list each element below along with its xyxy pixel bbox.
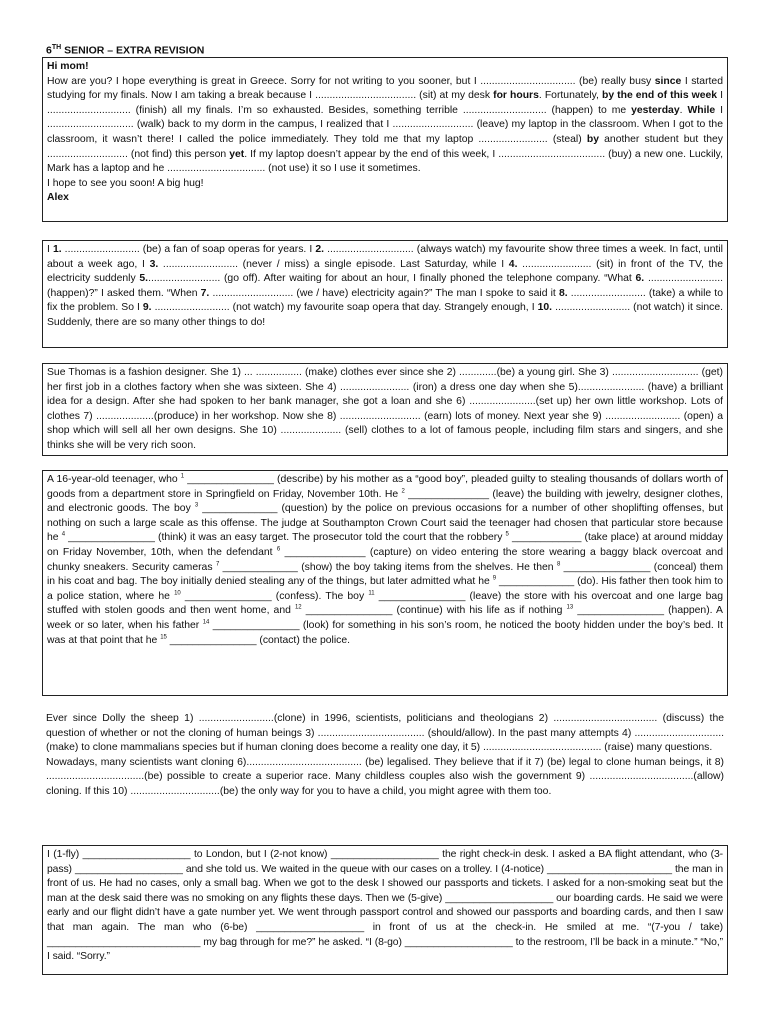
teen-text: A 16-year-old teenager, who $^1$ _______________ (describe) by his mother as a “good boy”, pleaded guilty to stealing thousands of dollars worth of goods from a department store in Springfield on Friday, November 10th. He $^2$ ______________ (leave) the building with jewelry, designer clothes, and electronic goods. The boy $^3$ _____________ (question) by the police on previous occasions for a number of other shoplifting offenses, but nothing on such a large scale as this offense. The judge at Southampton Crown Court said the teenager had chosen that particular store because he $^4$ _______________ (think) it was an easy target. The prosecutor told the court that the robbery $^5$ ____________ (take place) at around midday on Friday November, 10th, when the defendant $^6$ ______________ (capture) on video entering the store wearing a baggy black overcoat and chunky sneakers. Security cameras $^7$ _____________ (show) the boy taking items from the shelves. He then $^8$ _______________ (conceal) them in his coat and bag. The boy initially denied stealing any of the things, but later admitted what he $^9$ _____________ (do). His father then took him to a police station, where he $^{10}$ _______________ (confess). The boy $^{11}$ _______________ (leave) the store with his overcoat and one large bag stuffed with stolen goods and then went home, and $^{12}$ _______________ (continue) with his life as if nothing $^{13}$ _______________ (happen). A week or so later, when his father $^{14}$ _______________ (look) for something in his son’s room, he noticed the booty hidden under the boy’s bed. It was at that point that he $^{15}$ _______________ (contact) the police. — [47, 473, 724, 646]
letter-exercise — [42, 57, 728, 222]
teenager-exercise — [42, 470, 728, 696]
fashion-designer-exercise — [42, 363, 728, 456]
flight-exercise — [42, 845, 728, 975]
fashion-text: Sue Thomas is a fashion designer. She 1) ... ................ (make) clothes ever since she 2) .............(be) a young girl. She 3) .............................. (get) her first job in a clothes factory when she was sixteen. She 4) ........................ (iron) a dress one day when she 5)....................... (have) a brilliant idea for a design. After she had spoken to her bank manager, she got a loan and she 6) .......................(set up) her own little workshop. Lots of clothes 7) ....................(produce) in her workshop. Now she 8) ............................ (earn) lots of money. Next year she 9) .......................... (open) a shop which will sell all her own designs. She 10) ..................... (sell) clothes to a lot of famous people, including film stars and singers, and she thinks she will be very rich soon. — [47, 367, 723, 451]
soap-text: I 1. .......................... (be) a fan of soap operas for years. I 2. .............................. (always watch) my favourite show three times a week. In fact, until about a week ago, I 3. .......................... (never / miss) a single episode. Last Saturday, while I 4. ........................ (sit) in front of the TV, the electricity suddenly 5.......................... (go off). After waiting for about an hour, I finally phoned the telephone company. “What 6. .......................... (happen)?” I asked them. “When 7. ............................ (we / have) electricity again?” The man I spoke to said it 8. .......................... (take) a while to fix the problem. So I 9. .......................... (not watch) my favourite soap opera that day. Strangely enough, I 10. .......................... (not watch) it since. Suddenly, there are so many other things to do! — [47, 244, 724, 328]
clone-text-a: Ever since Dolly the sheep 1) ..........................(clone) in 1996, scientists, politicians and theologians 2) .................................... (discuss) the question of whether or not the cloning of human beings 3) ..................................... (should/allow). In the past many attempts 4) ...............................(make) to clone mammalians species but if human cloning does become a reality one day, it 5) ......................................... (raise) many questions. — [46, 713, 724, 754]
letter-signature: Alex — [47, 192, 69, 204]
flight-text: I (1-fly) ___________________ to London, but I (2-not know) ___________________ the right check-in desk. I asked a BA flight attendant, who (3-pass) ___________________ and she told us. We waited in the queue with our cases on a trolley. I (4-notice) ______________________ the man in front of us. He had no cases, only a small bag. When we got to the desk I showed our passports and tickets. I asked for a non-smoking seat but the man at the desk said there was no smoking on any flights these days. Then we (5-give) ___________________ our boarding cards. He said we were early and our flight didn’t have a gate number yet. We went through passport control and showed our passports and boarding cards, and then I saw that man again. The man who (6-be) ___________________ in front of us at the check-in. He smiled at me. “(7-you / take) ___________________________ my bag through for me?” he asked. “I (8-go) ___________________ to the restroom, I’ll be back in a minute.” “No,” I said. “Sorry.” — [47, 849, 723, 963]
soap-opera-exercise — [42, 240, 728, 348]
letter-greeting: Hi mom! — [47, 61, 89, 72]
page-heading: 6TH SENIOR – EXTRA REVISION — [46, 44, 205, 57]
letter-closing: I hope to see you soon! A big hug! — [47, 177, 204, 189]
letter-body: How are you? I hope everything is great in Greece. Sorry for not writing to you sooner, but I ................................. (be) really busy since I started studying for my finals. Now I am taking a break because I ................................... (sit) at my desk for hours. Fortunately, by the end of this week I ............................. (finish) all my finals. I’m so exhausted. Besides, something terrible ............................. (happen) to me yesterday. While I .............................. (walk) back to my dorm in the campus, I realized that I ............................ (leave) my laptop in the classroom. When I got to the classroom, it wasn’t there! I called the police immediately. They told me that my laptop ........................ (steal) by another student but they ............................ (not find) this person yet. If my laptop doesn’t appear by the end of this week, I ..................................... (buy) a new one. Luckily, Mark has a laptop and he .................................. (not use) it so I use it sometimes. — [47, 75, 724, 175]
cloning-exercise — [42, 710, 728, 832]
clone-text-b: Nowadays, many scientists want cloning 6)........................................ (be) legalised. They believe that if it 7) (be) legal to clone human beings, it 8) ..................................(be) possible to create a superior race. Many childless couples also wish the government 9) ....................................(allow) cloning. If this 10) ...............................(be) the only way for you to have a child, you might agree with them too. — [46, 756, 724, 797]
